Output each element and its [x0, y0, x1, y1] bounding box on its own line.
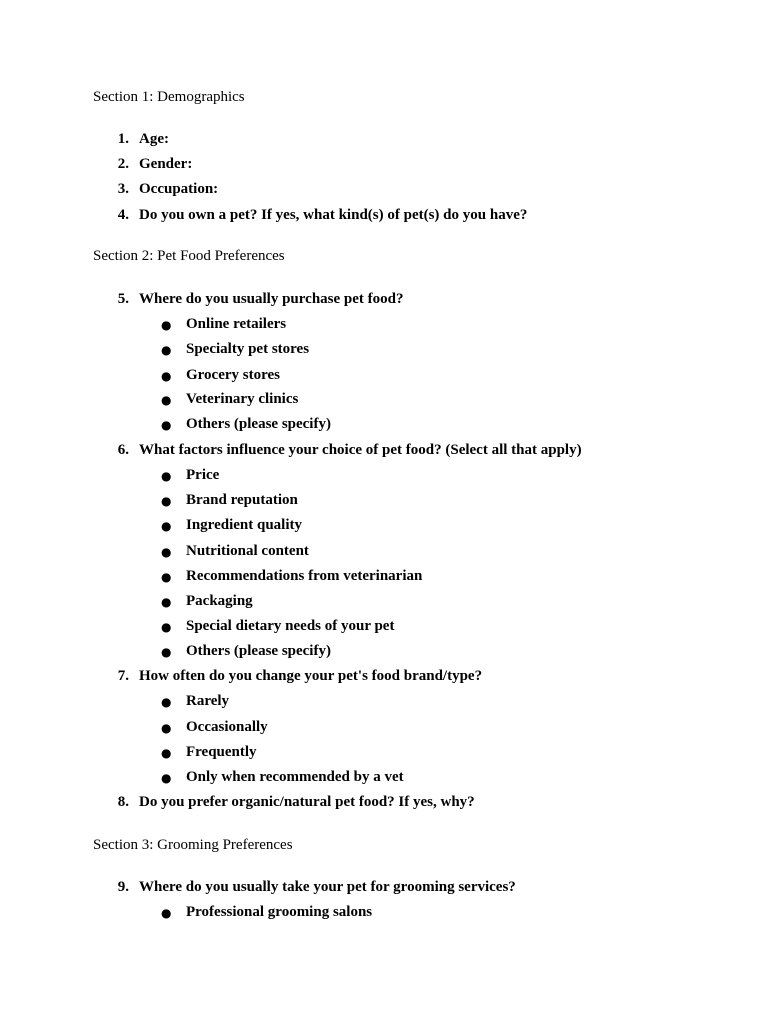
question-text: What factors influence your choice of pet food? (Select all that apply): [139, 442, 582, 458]
bullet-icon: ●: [161, 418, 172, 432]
question-text: Where do you usually purchase pet food?: [139, 291, 404, 307]
question-number: 6.: [117, 442, 129, 458]
option-text: Brand reputation: [186, 492, 298, 508]
question-text: Age:: [139, 131, 169, 147]
bullet-icon: ●: [161, 393, 172, 407]
bullet-icon: ●: [161, 343, 172, 357]
question-text: Do you prefer organic/natural pet food? If yes, why?: [139, 794, 475, 810]
option-text: Rarely: [186, 693, 230, 709]
question-text: How often do you change your pet's food brand/type?: [139, 668, 483, 684]
question-text: Where do you usually take your pet for grooming services?: [139, 879, 516, 895]
question-text: Occupation:: [139, 181, 219, 197]
bullet-icon: ●: [161, 545, 172, 559]
section-2-heading: Section 2: Pet Food Preferences: [93, 248, 285, 264]
bullet-icon: ●: [161, 595, 172, 609]
bullet-icon: ●: [161, 494, 172, 508]
option-text: Recommendations from veterinarian: [186, 568, 423, 584]
bullet-icon: ●: [161, 746, 172, 760]
question-number: 3.: [117, 181, 129, 197]
option-text: Online retailers: [186, 316, 287, 332]
option-text: Others (please specify): [186, 643, 331, 659]
bullet-icon: ●: [161, 620, 172, 634]
option-text: Veterinary clinics: [186, 391, 299, 407]
option-text: Others (please specify): [186, 416, 331, 432]
bullet-icon: ●: [161, 695, 172, 709]
bullet-icon: ●: [161, 906, 172, 920]
section-3-heading: Section 3: Grooming Preferences: [93, 837, 293, 853]
bullet-icon: ●: [161, 721, 172, 735]
option-text: Nutritional content: [186, 543, 309, 559]
option-text: Price: [186, 467, 220, 483]
option-text: Ingredient quality: [186, 517, 302, 533]
option-text: Grocery stores: [186, 367, 280, 383]
bullet-icon: ●: [161, 318, 172, 332]
option-text: Frequently: [186, 744, 257, 760]
option-text: Occasionally: [186, 719, 268, 735]
question-number: 1.: [117, 131, 129, 147]
question-number: 5.: [117, 291, 129, 307]
option-text: Only when recommended by a vet: [186, 769, 404, 785]
option-text: Professional grooming salons: [186, 904, 373, 920]
option-text: Packaging: [186, 593, 253, 609]
question-number: 9.: [117, 879, 129, 895]
option-text: Special dietary needs of your pet: [186, 618, 395, 634]
section-1-heading: Section 1: Demographics: [93, 89, 245, 105]
option-text: Specialty pet stores: [186, 341, 310, 357]
bullet-icon: ●: [161, 469, 172, 483]
bullet-icon: ●: [161, 771, 172, 785]
bullet-icon: ●: [161, 519, 172, 533]
question-number: 2.: [117, 156, 129, 172]
bullet-icon: ●: [161, 645, 172, 659]
question-number: 7.: [117, 668, 129, 684]
bullet-icon: ●: [161, 369, 172, 383]
question-text: Do you own a pet? If yes, what kind(s) of pet(s) do you have?: [139, 207, 528, 223]
question-text: Gender:: [139, 156, 193, 172]
bullet-icon: ●: [161, 570, 172, 584]
question-number: 4.: [117, 207, 129, 223]
question-number: 8.: [117, 794, 129, 810]
